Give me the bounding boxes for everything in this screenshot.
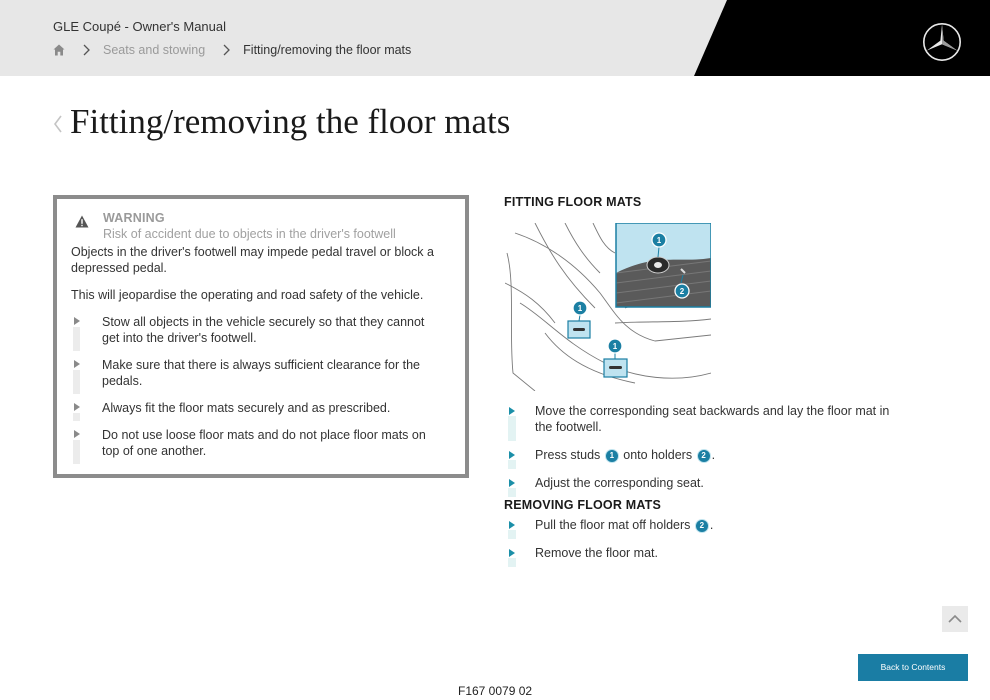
step-text-part: Press studs [535,448,601,462]
callout-label: 1 [656,236,662,245]
bullet-arrow-icon [507,475,517,491]
list-item [507,403,905,435]
removing-heading: REMOVING FLOOR MATS [504,498,662,512]
bullet-arrow-icon [507,545,517,561]
breadcrumb-link-seats[interactable]: Seats and stowing [103,43,206,57]
step-text: Remove the floor mat. [535,546,658,560]
step-text: Do not use loose floor mats and do not place floor mats on top of one another. [102,428,426,458]
list-item [507,475,905,491]
step-text-part: Pull the floor mat off holders [535,518,691,532]
breadcrumb-current: Fitting/removing the floor mats [243,43,412,57]
fitting-steps [507,403,905,503]
floor-mat-illustration [505,223,711,391]
step-text [535,447,905,463]
warning-paragraph: Objects in the driver's footwell may impede pedal travel or block a depressed pedal. [71,245,434,275]
chevron-right-icon [221,44,231,56]
bullet-arrow-icon [71,357,81,389]
bullet-arrow-icon [71,400,81,416]
back-to-contents-button[interactable]: Back to Contents [858,654,968,681]
page-title: Fitting/removing the floor mats [70,102,511,141]
warning-paragraph: This will jeopardise the operating and road safety of the vehicle. [71,288,424,302]
list-item [71,427,451,459]
fitting-heading: FITTING FLOOR MATS [504,195,642,209]
warning-title: WARNING [103,211,165,225]
callout-label: 2 [679,287,685,296]
mercedes-star-logo[interactable] [922,22,962,62]
removing-steps [507,517,905,573]
callout-number-badge: 2 [698,450,710,462]
chevron-up-icon [942,606,968,632]
bullet-arrow-icon [507,403,517,435]
step-text: Make sure that there is always sufficient clearance for the pedals. [102,358,420,388]
step-text-part: . [709,518,714,532]
breadcrumb [53,42,411,58]
figure-id: F167 0079 02 [458,684,533,698]
bullet-arrow-icon [71,427,81,459]
warning-triangle-icon [75,215,89,228]
scroll-to-top-button[interactable] [942,606,968,632]
step-text: Stow all objects in the vehicle securely so that they cannot get into the driver's footwell. [102,315,425,345]
callout-label: 1 [612,342,618,351]
step-text: Adjust the corresponding seat. [535,476,704,490]
bullet-arrow-icon [507,447,517,463]
step-text: Move the corresponding seat backwards and lay the floor mat in the footwell. [535,404,890,434]
list-item [507,447,905,463]
warning-steps [71,314,451,459]
warning-header [71,211,451,241]
warning-subtitle: Risk of accident due to objects in the driver's footwell [103,227,396,241]
step-text: Always fit the floor mats securely and as prescribed. [102,401,391,415]
step-text-part: onto holders [623,448,693,462]
manual-title[interactable]: GLE Coupé - Owner's Manual [53,19,227,34]
callout-number-badge: 2 [696,520,708,532]
back-chevron-icon[interactable] [52,114,64,134]
list-item [507,517,905,533]
list-item [71,400,451,416]
bullet-arrow-icon [507,517,517,533]
step-text-part: . [711,448,716,462]
list-item [507,545,905,561]
list-item [71,357,451,389]
warning-box [53,195,469,478]
list-item [71,314,451,346]
step-text [535,517,905,533]
chevron-right-icon [81,44,91,56]
home-icon[interactable] [53,44,65,56]
bullet-arrow-icon [71,314,81,346]
callout-number-badge: 1 [606,450,618,462]
callout-label: 1 [577,304,583,313]
